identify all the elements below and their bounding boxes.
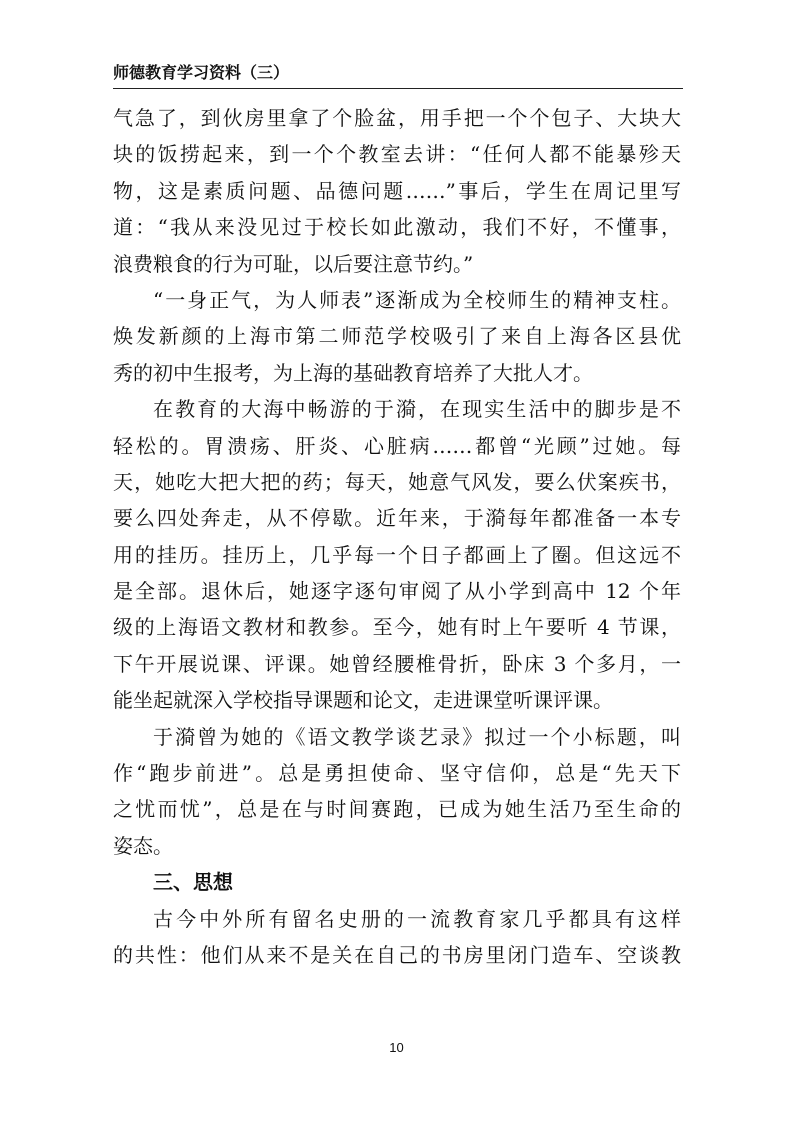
text-line: 级的上海语文教材和教参。至今，她有时上午要听 4 节课， bbox=[113, 615, 681, 640]
text-line: 能坐起就深入学校指导课题和论文，走进课堂听课评课。 bbox=[113, 688, 613, 713]
text-line: 道：“我从来没见过于校长如此激动，我们不好，不懂事， bbox=[113, 215, 681, 240]
running-header: 师德教育学习资料（三） bbox=[113, 62, 683, 89]
text-line: 姿态。 bbox=[113, 833, 173, 858]
text-line: 块的饭捞起来，到一个个教室去讲：“任何人都不能暴殄天 bbox=[113, 142, 681, 167]
text-line: 浪费粮食的行为可耻，以后要注意节约。” bbox=[113, 251, 474, 276]
text-line: 天，她吃大把大把的药；每天，她意气风发，要么伏案疾书， bbox=[113, 469, 681, 494]
text-line: 之忧而忧”，总是在与时间赛跑，已成为她生活乃至生命的 bbox=[113, 797, 681, 822]
document-body bbox=[113, 100, 681, 973]
text-line: “一身正气，为人师表”逐渐成为全校师生的精神支柱。 bbox=[153, 287, 681, 312]
text-line: 秀的初中生报考，为上海的基础教育培养了大批人才。 bbox=[113, 360, 593, 385]
text-line: 下午开展说课、评课。她曾经腰椎骨折，卧床 3 个多月，一 bbox=[113, 651, 681, 676]
text-line: 古今中外所有留名史册的一流教育家几乎都具有这样 bbox=[153, 906, 681, 931]
text-line: 的共性：他们从来不是关在自己的书房里闭门造车、空谈教 bbox=[113, 942, 681, 967]
section-heading: 三、思想 bbox=[153, 870, 233, 895]
text-line: 于漪曾为她的《语文教学谈艺录》拟过一个小标题，叫 bbox=[153, 724, 681, 749]
text-line: 轻松的。胃溃疡、肝炎、心脏病……都曾“光顾”过她。每 bbox=[113, 433, 681, 458]
text-line: 是全部。退休后，她逐字逐句审阅了从小学到高中 12 个年 bbox=[113, 579, 681, 604]
text-line: 用的挂历。挂历上，几乎每一个日子都画上了圈。但这远不 bbox=[113, 542, 681, 567]
text-line: 要么四处奔走，从不停歇。近年来，于漪每年都准备一本专 bbox=[113, 506, 681, 531]
text-line: 物，这是素质问题、品德问题……”事后，学生在周记里写 bbox=[113, 178, 681, 203]
text-line: 作“跑步前进”。总是勇担使命、坚守信仰，总是“先天下 bbox=[113, 761, 681, 786]
text-line: 焕发新颜的上海市第二师范学校吸引了来自上海各区县优 bbox=[113, 324, 681, 349]
page-number: 10 bbox=[389, 1040, 404, 1055]
text-line: 在教育的大海中畅游的于漪，在现实生活中的脚步是不 bbox=[153, 397, 681, 422]
text-line: 气急了，到伙房里拿了个脸盆，用手把一个个包子、大块大 bbox=[113, 106, 681, 130]
